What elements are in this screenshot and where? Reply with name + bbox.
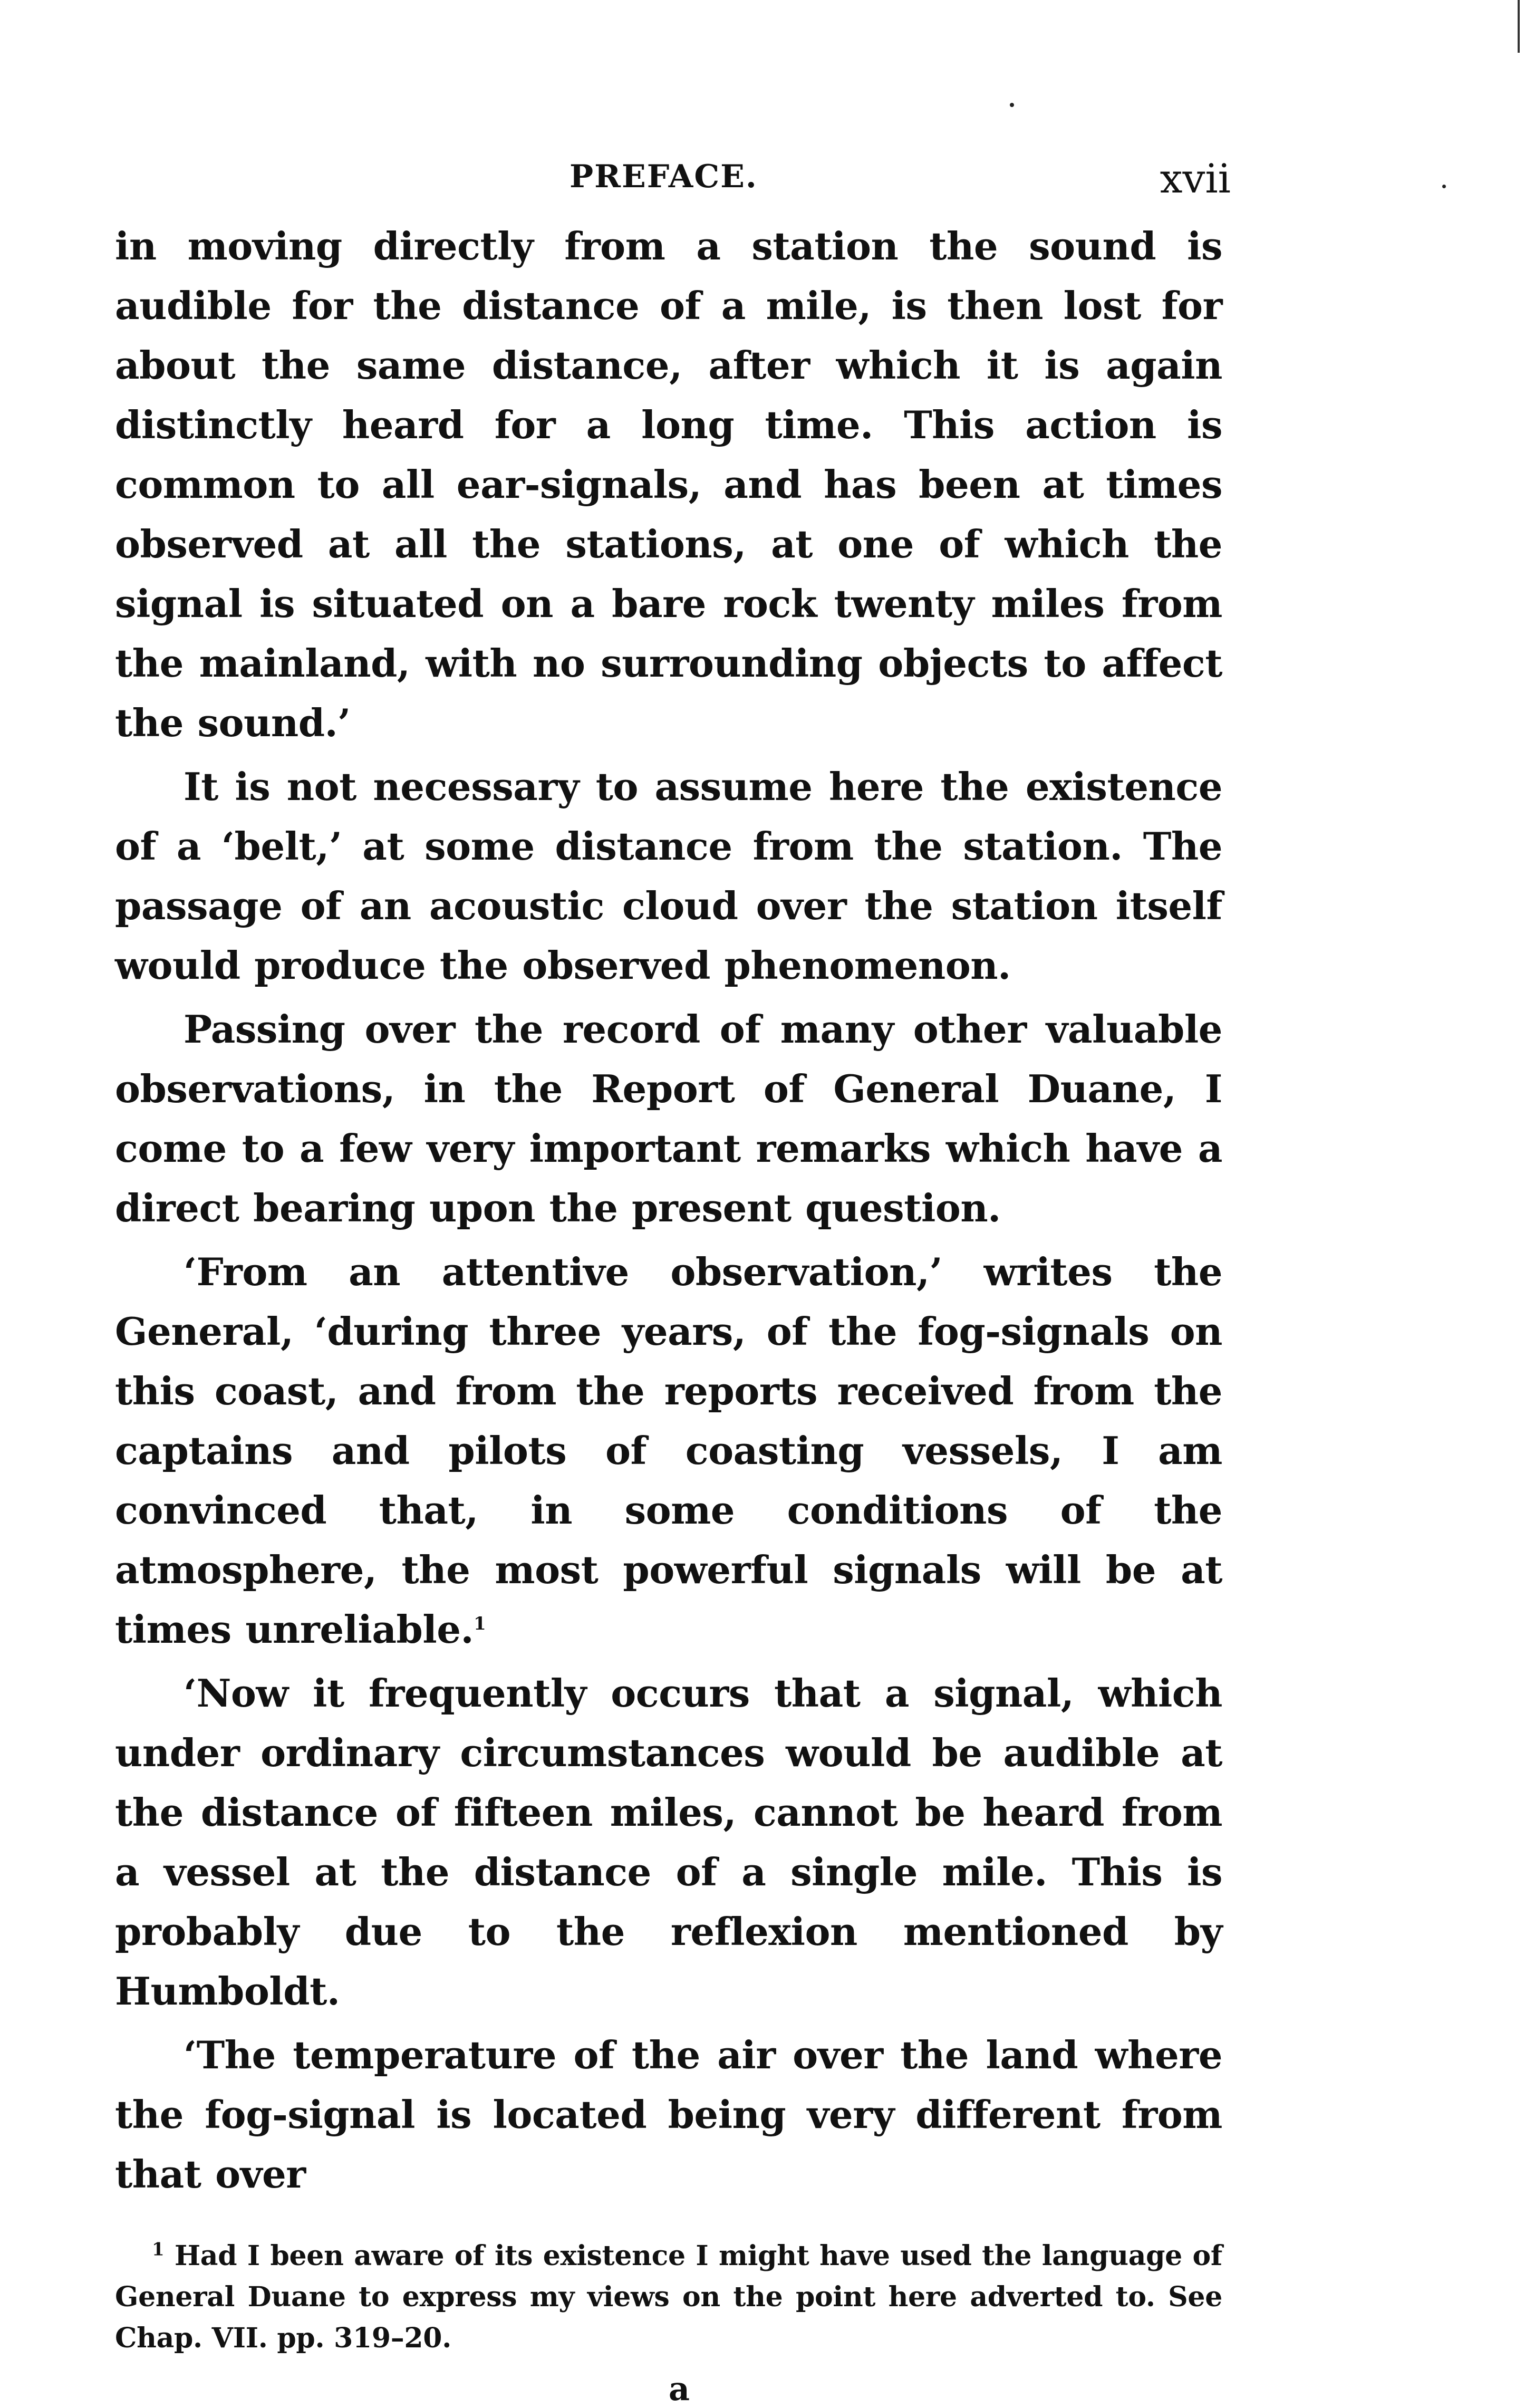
page-number: xvii bbox=[1160, 155, 1231, 202]
paragraph: It is not necessary to assume here the existence of a ‘belt,’ at some distance from the station. The passage of an acoustic cloud over the station itself would produce the observed phenomenon. bbox=[115, 764, 1222, 988]
paragraph: Passing over the record of many other valuable observations, in the Report of General Duane, I come to a few very important remarks which have a direct bearing upon the present question. bbox=[115, 1007, 1222, 1230]
scan-speck bbox=[1010, 103, 1014, 107]
body-text bbox=[115, 216, 1222, 2204]
signature-mark: a bbox=[668, 2370, 690, 2408]
running-head bbox=[115, 155, 1231, 216]
footnote-mark: 1 bbox=[152, 2239, 165, 2260]
paragraph: ‘Now it frequently occurs that a signal, which under ordinary circumstances would be audible at the distance of fifteen miles, cannot be heard from a vessel at the distance of a single mile. This is probably due to the reflexion mentioned by Humboldt. bbox=[115, 1671, 1222, 2014]
page-edge-line bbox=[1518, 0, 1520, 53]
paragraph: in moving directly from a station the sound is audible for the distance of a mile, is then lost for about the same distance, after which it is again distinctly heard for a long time. This action is common to all ear-signals, and has been at times observed at all the stations, at one of which the signal is situated on a bare rock twenty miles from the mainland, with no surrounding objects to affect the sound.’ bbox=[115, 224, 1222, 745]
paragraph: ‘The temperature of the air over the land where the fog-signal is located being very different from that over bbox=[115, 2033, 1222, 2197]
footnotes bbox=[115, 2236, 1222, 2359]
footnote-reference[interactable]: 1 bbox=[474, 1613, 486, 1634]
running-head-title: PREFACE. bbox=[570, 158, 758, 195]
footnote-text: Had I been aware of its existence I might have used the language of General Duane to express my views on the point here adverted to. See Chap. VII. pp. 319–20. bbox=[115, 2240, 1222, 2354]
book-page bbox=[115, 155, 1231, 2408]
paragraph-text: ‘From an attentive observation,’ writes the General, ‘during three years, of the fog-signals on this coast, and from the reports received from the captains and pilots of coasting vessels, I am convinced that, in some conditions of the atmosphere, the most powerful signals will be at times unreliable. bbox=[115, 1249, 1222, 1652]
paragraph bbox=[115, 1242, 1222, 1659]
footnote bbox=[115, 2236, 1222, 2359]
scan-speck bbox=[1442, 185, 1446, 188]
